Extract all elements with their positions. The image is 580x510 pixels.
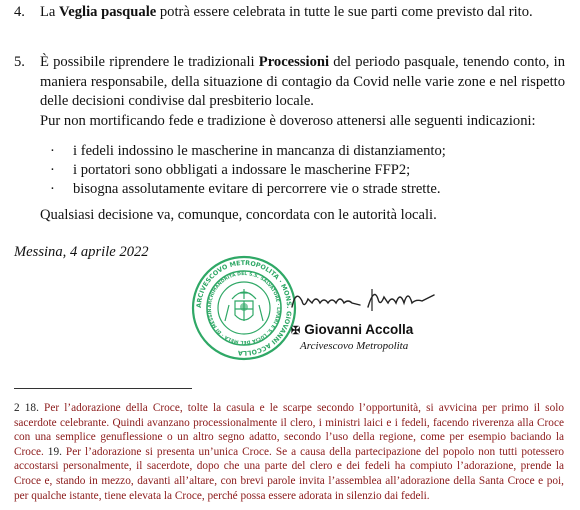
item-4-bold: Veglia pasquale	[59, 4, 157, 20]
bullet-text: i portatori sono obbligati a indossare le mascherine FFP2;	[73, 162, 411, 178]
footnote-text-1: Per l’adorazione della Croce, tolte la casula e le scarpe secondo l’opportunità, si avvicina per primo il solo sacerdote celebrante. Quindi avanzano processionalmente il clero, i ministri laici e i fedeli, facendo riverenza alla Croce con una semplice genuflessione o un altro segno adatto, secondo l’uso della regione, come per esempio baciando la Croce.	[14, 402, 565, 458]
item-5-bold: Processioni	[258, 54, 330, 70]
signatory-title: Arcivescovo Metropolita	[300, 340, 409, 352]
diocesan-stamp	[191, 255, 297, 361]
footnote-text-2: Per l’adorazione si presenta un’unica Croce. Se a causa della partecipazione del popolo non tutti potessero accostarsi personalmente, il sacerdote, dopo che una parte del clero e dei fedeli ha compiuto l’adorazione, prende la Croce e, stando in mezzo, davanti all’altare, con brevi parole invita l’assemblea all’adorazione della Santa Croce e poi, per qualche istante, tiene elevata la Croce, perché possa essere adorata in silenzio dai fedeli.	[14, 445, 564, 502]
item-5-text	[40, 53, 565, 131]
footnote-marker-2: 19.	[47, 445, 62, 458]
bullet-dot: ·	[50, 162, 55, 178]
footnote-separator	[14, 388, 192, 389]
place-date: Messina, 4 aprile 2022	[14, 244, 149, 260]
footnote	[14, 401, 564, 503]
handwritten-signature	[288, 285, 438, 315]
signatory	[291, 321, 413, 352]
signatory-name: Giovanni Accolla	[304, 322, 414, 337]
footnote-marker: 2 18.	[14, 402, 39, 414]
item-4-text	[40, 3, 565, 23]
cross-icon: ✠	[291, 325, 301, 337]
item-5-text-after: del periodo pasquale, tenendo conto, in maniera responsabile, della situazione di contagio da Covid nelle varie zone e nel rispetto delle decisioni condivise dal presbiterio locale.	[40, 54, 566, 109]
bullet-text: i fedeli indossino le mascherine in mancanza di distanziamento;	[73, 143, 446, 159]
svg-text:ARCIVESCOVO METROPOLITA · MONS: ARCIVESCOVO METROPOLITA · MONS. GIOVANNI ACCOLLA	[194, 258, 294, 358]
item-5-second-paragraph: Pur non mortificando fede e tradizione è doveroso attenersi alle seguenti indicazioni:	[40, 112, 536, 129]
item-5-number: 5.	[14, 54, 25, 70]
item-5-closing: Qualsiasi decisione va, comunque, concordata con le autorità locali.	[40, 207, 437, 223]
item-4-number: 4.	[14, 4, 25, 20]
bullet-dot: ·	[50, 181, 55, 197]
item-5-text-before: È possibile riprendere le tradizionali	[40, 54, 259, 70]
signature-scribble-icon	[288, 285, 438, 315]
stamp-seal-icon	[191, 255, 297, 361]
item-4-text-before: La	[40, 4, 60, 20]
bullet-text: bisogna assolutamente evitare di percorrere vie o strade strette.	[73, 181, 441, 197]
svg-text:ARCHIMANDRITA DEL S.S. SALVATO: ARCHIMANDRITA DEL S.S. SALVATORE · LIPARI E S. LUCIA DEL MELA · DI MESSIN	[207, 271, 281, 345]
bullet-dot: ·	[50, 143, 55, 159]
item-4-text-after: potrà essere celebrata in tutte le sue parti come previsto dal rito.	[156, 4, 533, 20]
